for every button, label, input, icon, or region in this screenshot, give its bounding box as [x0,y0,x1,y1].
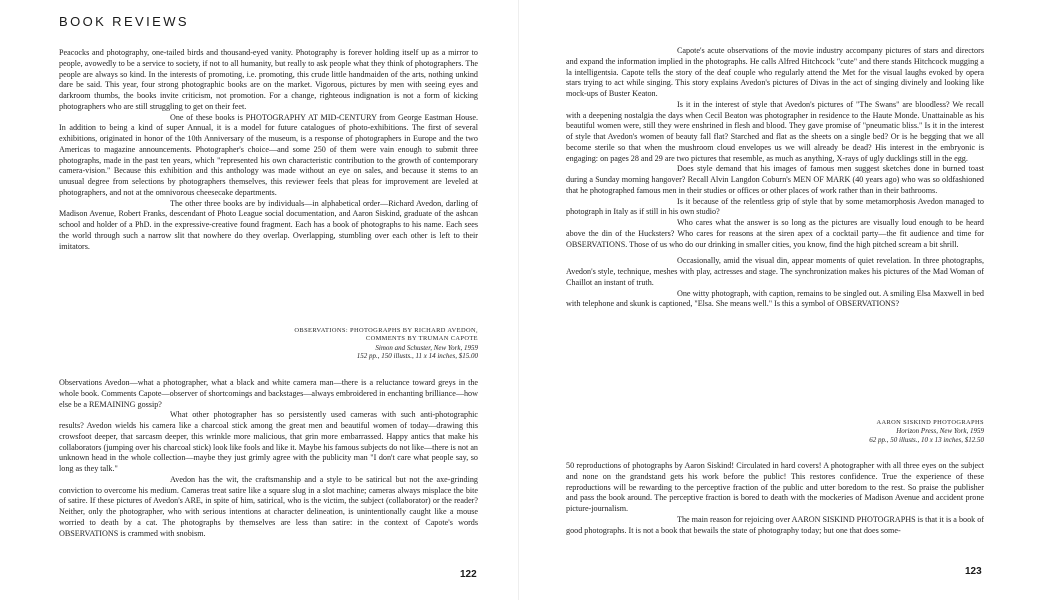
paragraph: Avedon has the wit, the craftsmanship and a style to be satirical but not the axe-grinding conviction to overcome his medium. Cameras treat satire like a square slug in a slot machine; cameras always misplace the bite of satire. If these pictures of Avedon's ARE, in spite of him, satirical, who is the victim, the subject (collaborator) or the reader? Neither, only the photographer, who with serious intentions at character delineation, is unintentionally caught like a mouse worried to death by a cat. The photographs by themselves are less than satire: in the context of Capote's words OBSERVATIONS is crammed with snobism. [59,474,478,538]
paragraph: 50 reproductions of photographs by Aaron Siskind! Circulated in hard covers! A photographer with all three eyes on the subject and none on the grandstand gets his work before the public! This restores confidence. True the experience of these reproductions will be rewarding to the perceptive fraction of the public and utter boredom to the rest. So praise the publisher and pass the book around. The perceptive fraction is bored to death with the mockeries of Madison Avenue and accident prone picture-journalism. [566,461,984,513]
paragraph: Is it because of the relentless grip of style that by some metamorphosis Avedon managed to photograph in Italy as if still in his own studio? [566,196,984,217]
paragraph: Is it in the interest of style that Avedon's pictures of "The Swans" are bloodless? We recall with a deepening nostalgia the days when Cecil Beaton was photographer in residence to the Haute Monde. Unattainable as his beautiful women were, still they were enshrined in flesh and blood. They gave promise of "pneumatic bliss." Is it in the interest of style that Avedon's women of beauty fall flat? Starched and flat as the sheets on a single bed? Or is he begging that we all become sterile so that when the mushroom cloud envelopes us we will already be dead? His interest in the embryonic is engaging: on pages 28 and 29 are two pictures that resemble, as much as anything, X-rays of ugly ducklings still in the egg. [566,99,984,163]
credit-subtitle: COMMENTS BY TRUMAN CAPOTE [365,335,478,343]
right-page [519,0,1038,600]
paragraph: Who cares what the answer is so long as the pictures are visually loud enough to be heard above the din of the Hucksters? Who cares for reasons at the siren apex of a cocktail party—the fit audience and time for OBSERVATIONS. Those of us who do our drinking in smaller cities, you know, find the high pitched scream a bit shrill. [566,218,984,249]
paragraph: Peacocks and photography, one-tailed birds and thousand-eyed vanity. Photography is forever holding itself up as a mirror to people, avowedly to be a service to society, if not to all humanity, but really to ask people what they think of photographers. The people are always so kind. In the interests of promoting, i.e. promoting, this crude little handmaiden of the arts, nothing unkind dare be said. This year, four strong photographic books are on the market. Vigorous, pictures by men with seeing eyes and darkroom thumbs, the books invite criticism, not promotion. For a change, righteous indignation is not a form of kicking photographers who are still struggling to get on their feet. [59,48,478,111]
credit-title: AARON SISKIND PHOTOGRAPHS [876,419,984,426]
page-number: 123 [965,566,982,577]
paragraph: Occasionally, amid the visual din, appear moments of quiet revelation. In three photographs, Avedon's style, technique, meshes with play, actresses and stage. The synchronization makes his pictures of the Mad Woman of Chaillot an instant of truth. [566,256,984,287]
credit-details: 152 pp., 150 illusts., 11 x 14 inches, $15.00 [356,352,478,361]
paragraph: The main reason for rejoicing over AARON SISKIND PHOTOGRAPHS is that it is a book of good photographs. It is not a book that bewails the state of photography today; but one that does some- [566,514,984,535]
credit-title: OBSERVATIONS: PHOTOGRAPHS BY RICHARD AVEDON, [294,327,478,334]
paragraph: Capote's acute observations of the movie industry accompany pictures of stars and directors and expand the information implied in the photographs. He calls Alfred Hitchcock "cute" and there stands Hitchcock mugging a la intelligentsia. Capote tells the story of the deaf couple who regularly attend the Met for the visual laughs evoked by opera stars trying to act while singing. This story explains Avedon's pictures of Divas in the act of singing divinely and looking like mock-ups of Buster Keaton. [566,46,984,98]
avedon-review-block [59,378,478,539]
paragraph: Observations Avedon—what a photographer, what a black and white camera man—there is a reluctance toward greys in the whole book. Comments Capote—observer of shortcomings and backstages—always embroidered in enchanting brilliance—how else be a REMAINING gossip? [59,378,478,409]
page-number: 122 [460,569,477,580]
credit-publisher: Simon and Schuster, New York, 1959 [375,343,478,352]
avedon-review-continued [566,46,984,310]
paragraph: Does style demand that his images of famous men suggest sketches done in burned toast during a Sunday morning hangover? Recall Alvin Langdon Coburn's MEN OF MARK (40 years ago) who was so oldfashioned that he photographed famous men in their studies or offices or other places of work rather than in their bathrooms. [566,164,984,195]
paragraph: What other photographer has so persistently used cameras with such anti-photographic results? Avedon wields his camera like a charcoal stick among the great men and beautiful women of today—drawing this crowsfoot deeper, that sarcasm deeper, this wrinkle more malicious, that grin more embarrassed. Happy antics that make his collaborators (jumping over his charcoal stick) look like fools and like it. Maybe his famous subjects do not like—there is not an unknown head in the whole collection—maybe they just grimly agree with the publicity man "I don't care what people say, so long as they talk." [59,410,478,473]
credit-publisher: Horizon Press, New York, 1959 [896,427,984,436]
paragraph: The other three books are by individuals—in alphabetical order—Richard Avedon, darling of Madison Avenue, Robert Franks, descendant of Photo League social documentation, and Aaron Siskind, graduate of the ashcan school and holder of a PhD. in the expressive-creative found fragment. Each has a book of photographs to his name. Each sees the world through such a narrow slit that nowhere do they overlap. Overlapping, stumbling over each other is left to their imitators. [59,198,478,251]
credit-details: 62 pp., 50 illusts., 10 x 13 inches, $12.50 [869,435,984,444]
siskind-review-block [566,461,984,536]
siskind-book-credit [869,419,984,444]
paragraph: One witty photograph, with caption, remains to be singled out. A smiling Elsa Maxwell in bed with telephone and skunk is captioned, "Elsa. She means well." Is this a symbol of OBSERVATIONS? [566,288,984,309]
running-head: BOOK REVIEWS [59,14,189,29]
intro-text-block [59,48,478,252]
paragraph: One of these books is PHOTOGRAPHY AT MID-CENTURY from George Eastman House. In addition to being a kind of super Annual, it is a model for future catalogues of photo-exhibitions. The first of several exhibitions, originated in honor of the 10th Anniversary of the museum, is a response of photographers in Europe and the two Americas to magazine announcements. Photographer's choice—and some 250 of them were vain enough to submit three photographs, made in the past ten years, which "represented his own characteristic contribution to the growth of contemporary camera-vision." Because this exhibition and this anthology was made without an eye on sales, and because it stems to an unusual degree from selections by photographers themselves, this reviewer feels that pleas for improvement are leveled at photographers, and not at the omnivorous cheesecake departments. [59,112,478,197]
avedon-book-credit [294,327,478,361]
